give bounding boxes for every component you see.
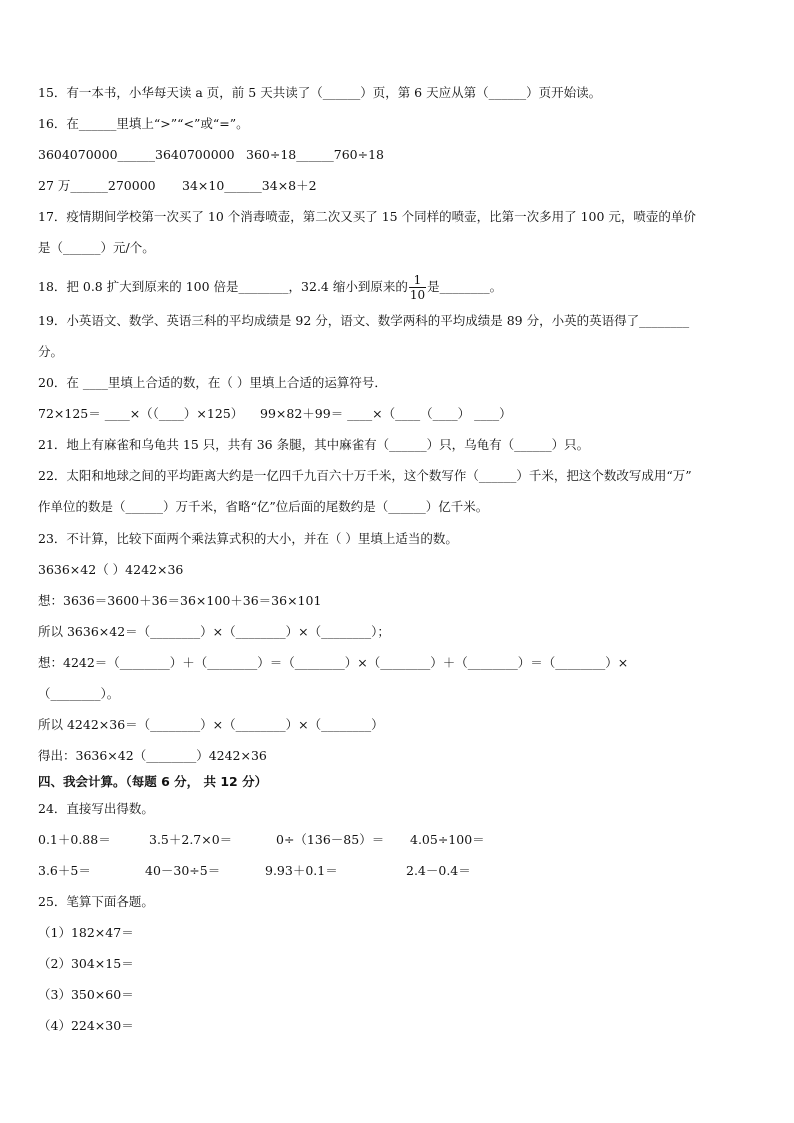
question-23-line-3: 所以 3636×42＝（________）×（________）×（________）； xyxy=(38,624,390,639)
question-20: 20．在 ____里填上合适的数，在（ ）里填上合适的运算符号． xyxy=(38,375,387,390)
question-19-line-1: 19．小英语文、数学、英语三科的平均成绩是 92 分，语文、数学两科的平均成绩是 89 分，小英的英语得了________ xyxy=(38,313,690,328)
question-23-line-4: 想：4242＝（________）＋（________）＝（________）×（________）＋（________）＝（________）× xyxy=(38,655,629,670)
fraction-numerator: 1 xyxy=(409,273,426,288)
section-heading: 四、我会计算。（每题 6 分， 共 12 分） xyxy=(38,774,268,789)
question-19-line-2: 分。 xyxy=(38,344,64,359)
calc-item: 40－30÷5＝ xyxy=(145,863,221,878)
question-21: 21．地上有麻雀和乌龟共 15 只，共有 36 条腿，其中麻雀有（______）只，乌龟有（______）只。 xyxy=(38,437,590,452)
question-25-item: （3）350×60＝ xyxy=(38,987,134,1002)
question-16-row-2 xyxy=(38,177,317,195)
question-17-line-1: 17．疫情期间学校第一次买了 10 个消毒喷壶，第二次又买了 15 个同样的喷壶，比第一次多用了 100 元，喷壶的单价 xyxy=(38,209,696,224)
question-16-row-1 xyxy=(38,146,384,164)
question-15: 15．有一本书，小华每天读 a 页，前 5 天共读了（______）页，第 6 天应从第（______）页开始读。 xyxy=(38,85,602,100)
question-25-item: （2）304×15＝ xyxy=(38,956,134,971)
question-23: 23．不计算，比较下面两个乘法算式积的大小，并在（ ）里填上适当的数。 xyxy=(38,531,458,546)
compare-item: 27 万______270000 xyxy=(38,178,156,193)
question-25: 25．笔算下面各题。 xyxy=(38,894,154,909)
calc-item: 4.05÷100＝ xyxy=(410,832,485,847)
question-18-part-a: 18．把 0.8 扩大到原来的 100 倍是________，32.4 缩小到原来的 xyxy=(38,279,408,294)
question-20-row xyxy=(38,405,512,423)
calc-item: 0÷（136－85）＝ xyxy=(276,832,385,847)
question-24-row-2 xyxy=(38,862,471,880)
question-23-line-2: 想：3636＝3600＋36＝36×100＋36＝36×101 xyxy=(38,593,322,608)
fraction-denominator: 10 xyxy=(409,288,426,302)
question-22-line-1: 22．太阳和地球之间的平均距离大约是一亿四千九百六十万千米，这个数写作（______）千米，把这个数改写成用“万” xyxy=(38,468,692,483)
fraction xyxy=(409,273,426,302)
question-22-line-2: 作单位的数是（______）万千米，省略“亿”位后面的尾数约是（______）亿千米。 xyxy=(38,499,489,514)
question-18-part-b: 是________。 xyxy=(427,279,503,294)
compare-item: 3604070000______3640700000 xyxy=(38,147,235,162)
calc-item: 9.93＋0.1＝ xyxy=(265,863,338,878)
compare-item: 360÷18______760÷18 xyxy=(246,147,384,162)
question-25-item: （1）182×47＝ xyxy=(38,925,134,940)
compare-item: 34×10______34×8＋2 xyxy=(182,178,317,193)
equation-item: 72×125＝ ____×（（____）×125） xyxy=(38,406,244,421)
question-23-line-5: （________）。 xyxy=(38,686,120,701)
question-23-line-6: 所以 4242×36＝（________）×（________）×（________） xyxy=(38,717,384,732)
calc-item: 2.4－0.4＝ xyxy=(406,863,471,878)
question-18 xyxy=(38,272,502,302)
equation-item: 99×82＋99＝ ____×（____（____） ____） xyxy=(260,406,512,421)
calc-item: 3.5＋2.7×0＝ xyxy=(149,832,233,847)
calc-item: 3.6＋5＝ xyxy=(38,863,91,878)
question-23-line-1: 3636×42（ ）4242×36 xyxy=(38,562,184,577)
question-17-line-2: 是（______）元/个。 xyxy=(38,240,155,255)
question-24-row-1 xyxy=(38,831,485,849)
question-23-line-7: 得出：3636×42（________）4242×36 xyxy=(38,748,267,763)
question-16: 16．在______里填上“>”“<”或“=”。 xyxy=(38,116,249,131)
question-25-item: （4）224×30＝ xyxy=(38,1018,134,1033)
calc-item: 0.1＋0.88＝ xyxy=(38,832,111,847)
question-24: 24．直接写出得数。 xyxy=(38,801,154,816)
